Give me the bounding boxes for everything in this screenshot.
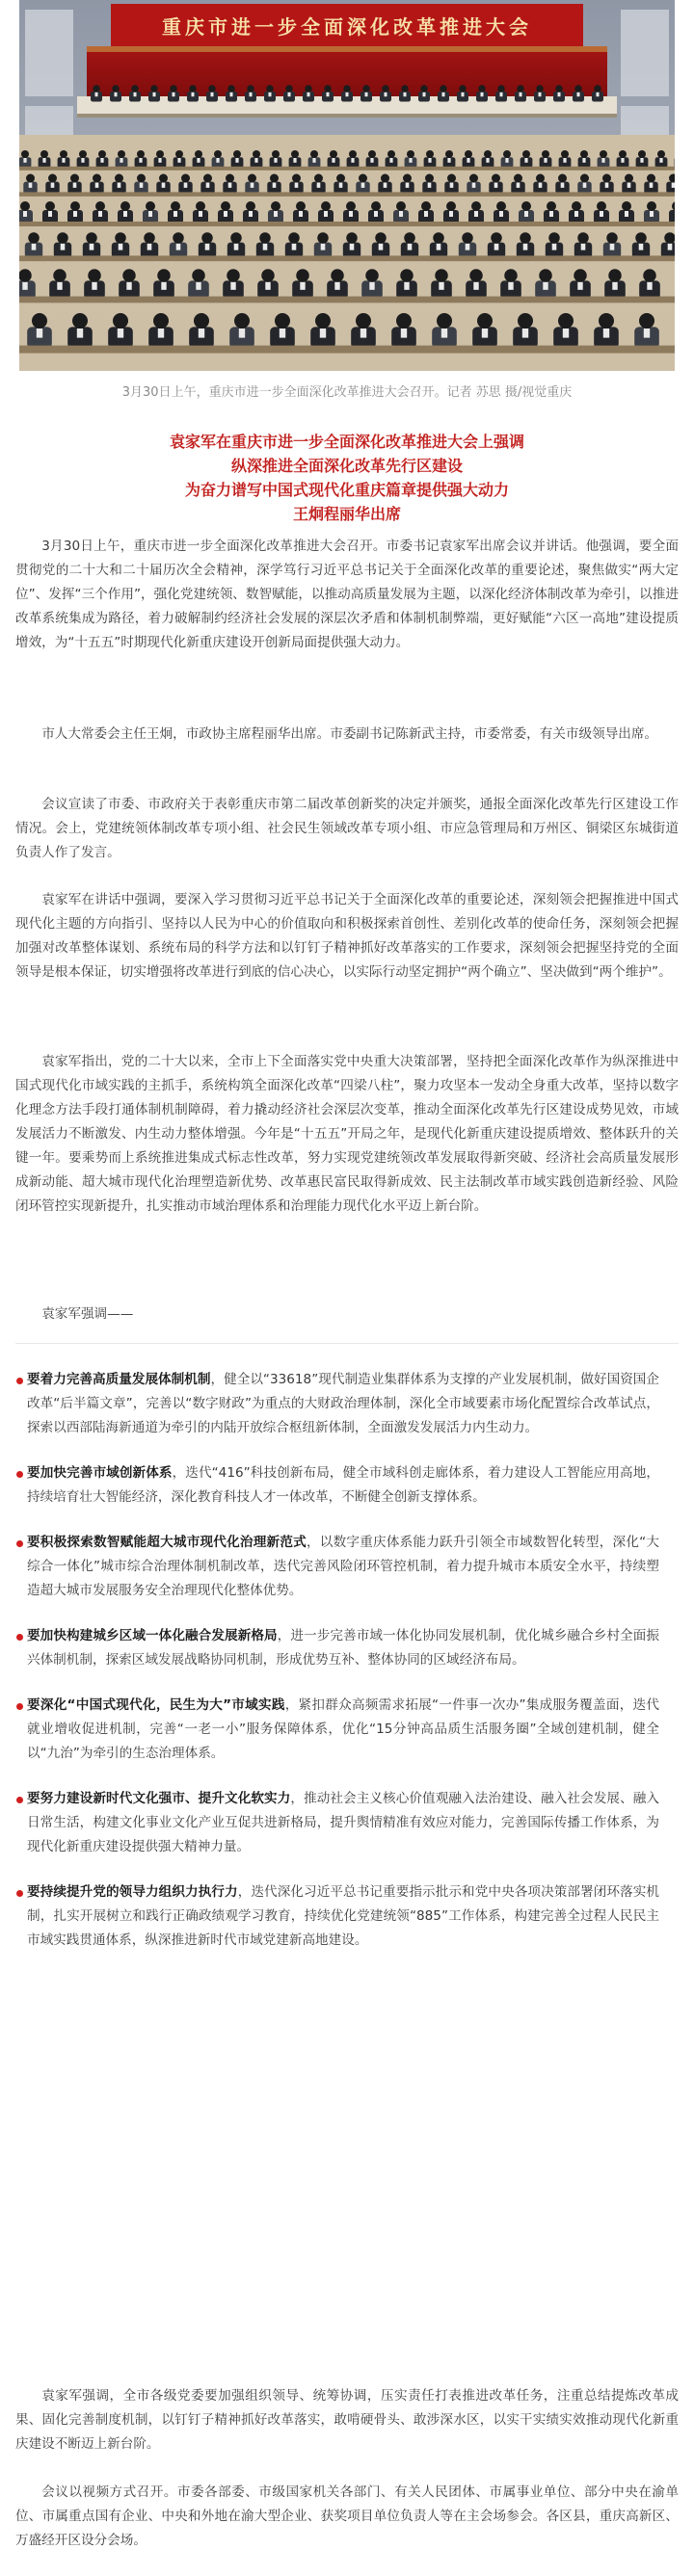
item-text: ，健全以“33618”现代制造业集群体系为支撑的产业发展机制，做好国资国企改革“后半篇文章”，完善以“数字财政”为重点的大财政治理体制，深化全市域要素市场化配置综合改革试点，探索以西部陆海新通道为牵引的内陆开放综合枢纽新体制，全面激发发展活力内生动力。 xyxy=(27,1372,660,1435)
list-item xyxy=(19,1880,659,1953)
list-item xyxy=(19,1787,659,1859)
item-lead: 要着力完善高质量发展体制机制 xyxy=(27,1372,211,1387)
photo-caption: 3月30日上午，重庆市进一步全面深化改革推进大会召开。记者 苏思 摄/视觉重庆 xyxy=(121,385,573,400)
item-lead: 要深化“中国式现代化，民生为大”市域实践 xyxy=(27,1697,285,1713)
body-paragraph: 袁家军指出，党的二十大以来，全市上下全面落实党中央重大决策部署，坚持把全面深化改革作为纵深推进中国式现代化市域实践的主抓手，系统构筑全面深化改革“四梁八柱”，聚力攻坚本一发动全身重大改革，坚持以数字化理念方法手段打通体制机制障碍，着力撬动经济社会深层次变革，推动全面深化改革先行区建设成势见效，市域发展活力不断激发、内生动力整体增强。今年是“十五五”开局之年，是现代化新重庆建设提质增效、整体跃升的关键一年。要乘势而上系统推进集成式标志性改革，努力实现党建统领改革发展取得新突破、经济社会高质量发展形成新动能、超大城市现代化治理塑造新优势、改革惠民富民取得新成效、民主法制改革市域实践创造新经验、风险闭环管控实现新提升，扎实推动市域治理体系和治理能力现代化水平迈上新台阶。 xyxy=(15,1054,679,1214)
headline-line: 为奋力谱写中国式现代化重庆篇章提供强大动力 xyxy=(184,481,509,499)
banner-title: 重庆市进一步全面深化改革推进大会 xyxy=(162,15,532,39)
item-lead: 要加快构建城乡区域一体化融合发展新格局 xyxy=(27,1628,278,1643)
list-item xyxy=(19,1461,659,1510)
list-item xyxy=(19,1694,659,1766)
bullet-dot-icon xyxy=(16,1471,23,1478)
item-lead: 要加快完善市域创新体系 xyxy=(27,1465,173,1481)
body-paragraph: 会议以视频方式召开。市委各部委、市级国家机关各部门、有关人民团体、市属事业单位、部分中央在渝单位、市属重点国有企业、中央和外地在渝大型企业、获奖项目单位负责人等在主会场参会。各区县，重庆高新区、万盛经开区设分会场。 xyxy=(15,2484,679,2548)
bullet-dot-icon xyxy=(16,1797,23,1803)
item-text: ，以数字重庆体系能力跃升引领全市域数智化转型，深化“大综合一体化”城市综合治理体制机制改革，迭代完善风险闭环管控机制，着力提升城市本质安全水平，持续塑造超大城市发展服务安全治理现代化整体优势。 xyxy=(27,1535,660,1598)
bullet-dot-icon xyxy=(16,1634,23,1641)
list-item xyxy=(19,1531,659,1603)
item-lead: 要持续提升党的领导力组织力执行力 xyxy=(27,1884,238,1900)
item-lead: 要努力建设新时代文化强市、提升文化软实力 xyxy=(27,1791,291,1806)
item-text: ，进一步完善市域一体化协同发展机制，优化城乡融合乡村全面振兴体制机制，探索区域发展战略协同机制，形成优势互补、整体协同的区域经济布局。 xyxy=(27,1628,660,1668)
list-item xyxy=(19,1624,659,1672)
body-paragraph: 会议宣读了市委、市政府关于表彰重庆市第二届改革创新奖的决定并颁奖，通报全面深化改革先行区建设工作情况。会上，党建统领体制改革专项小组、社会民生领域改革专项小组、市应急管理局和万州区、铜梁区东城街道负责人作了发言。 xyxy=(15,797,679,860)
bullet-dot-icon xyxy=(16,1378,23,1384)
item-text: ，迭代“416”科技创新布局，健全市域科创走廊体系，着力建设人工智能应用高地，持续培育壮大智能经济，深化教育科技人才一体改革，不断健全创新支撑体系。 xyxy=(27,1465,660,1505)
headline-line: 纵深推进全面深化改革先行区建设 xyxy=(230,457,463,475)
item-text: ，紧扣群众高频需求拓展“一件事一次办”集成服务覆盖面，迭代就业增收促进机制，完善“一老一小”服务保障体系，优化“15分钟高品质生活服务圈”全域创建机制，健全以“九治”为牵引的生态治理体系。 xyxy=(27,1697,659,1761)
section-intro: 袁家军强调—— xyxy=(41,1306,134,1322)
headline-line: 袁家军在重庆市进一步全面深化改革推进大会上强调 xyxy=(169,433,524,451)
key-points-list xyxy=(19,1368,659,1953)
bullet-dot-icon xyxy=(16,1703,23,1710)
meeting-hall-image xyxy=(19,0,675,371)
item-text: ，迭代深化习近平总书记重要指示批示和党中央各项决策部署闭环落实机制，扎实开展树立和践行正确政绩观学习教育，持续优化党建统领“885”工作体系，构建完善全过程人民民主市域实践贯通体系，纵深推进新时代市域党建新高地建设。 xyxy=(27,1884,660,1948)
news-photo xyxy=(19,0,675,371)
bullet-dot-icon xyxy=(16,1890,23,1897)
item-text: ，推动社会主义核心价值观融入法治建设、融入社会发展、融入日常生活，构建文化事业文化产业互促共进新格局，提升舆情精准有效应对能力，完善国际传播工作体系，为现代化新重庆建设提供强大精神力量。 xyxy=(27,1791,660,1854)
body-paragraph: 袁家军强调，全市各级党委要加强组织领导、统筹协调，压实责任打表推进改革任务，注重总结提炼改革成果、固化完善制度机制，以钉钉子精神抓好改革落实，敢啃硬骨头、敢涉深水区，以实干实绩实效推动现代化新重庆建设不断迈上新台阶。 xyxy=(15,2388,679,2452)
divider xyxy=(15,1343,679,1344)
headline-line: 王炯程丽华出席 xyxy=(292,505,401,523)
bullet-dot-icon xyxy=(16,1540,23,1547)
body-paragraph: 3月30日上午，重庆市进一步全面深化改革推进大会召开。市委书记袁家军出席会议并讲话。他强调，要全面贯彻党的二十大和二十届历次全会精神，深学笃行习近平总书记关于全面深化改革的重要论述，聚焦做实“两大定位”、发挥“三个作用”，强化党建统领、数智赋能，以推动高质量发展为主题，以深化经济体制改革为牵引，以推进改革系统集成为路径，着力破解制约经济社会发展的深层次矛盾和体制机制弊端，更好赋能“六区一高地”建设提质增效，为“十五五”时期现代化新重庆建设开创新局面提供强大动力。 xyxy=(15,539,679,650)
body-paragraph: 袁家军在讲话中强调，要深入学习贯彻习近平总书记关于全面深化改革的重要论述，深刻领会把握推进中国式现代化主题的方向指引、坚持以人民为中心的价值取向和积极探索首创性、差别化改革的使命任务，深刻领会把握加强对改革整体谋划、系统布局的科学方法和以钉钉子精神抓好改革落实的工作要求，深刻领会把握坚持党的全面领导是根本保证，切实增强将改革进行到底的信心决心，以实际行动坚定拥护“两个确立”、坚决做到“两个维护”。 xyxy=(15,892,679,980)
body-paragraph: 市人大常委会主任王炯，市政协主席程丽华出席。市委副书记陈新武主持，市委常委，有关市级领导出席。 xyxy=(41,726,658,742)
item-lead: 要积极探索数智赋能超大城市现代化治理新范式 xyxy=(27,1535,307,1550)
article-headline xyxy=(0,430,694,526)
list-item xyxy=(19,1368,659,1440)
